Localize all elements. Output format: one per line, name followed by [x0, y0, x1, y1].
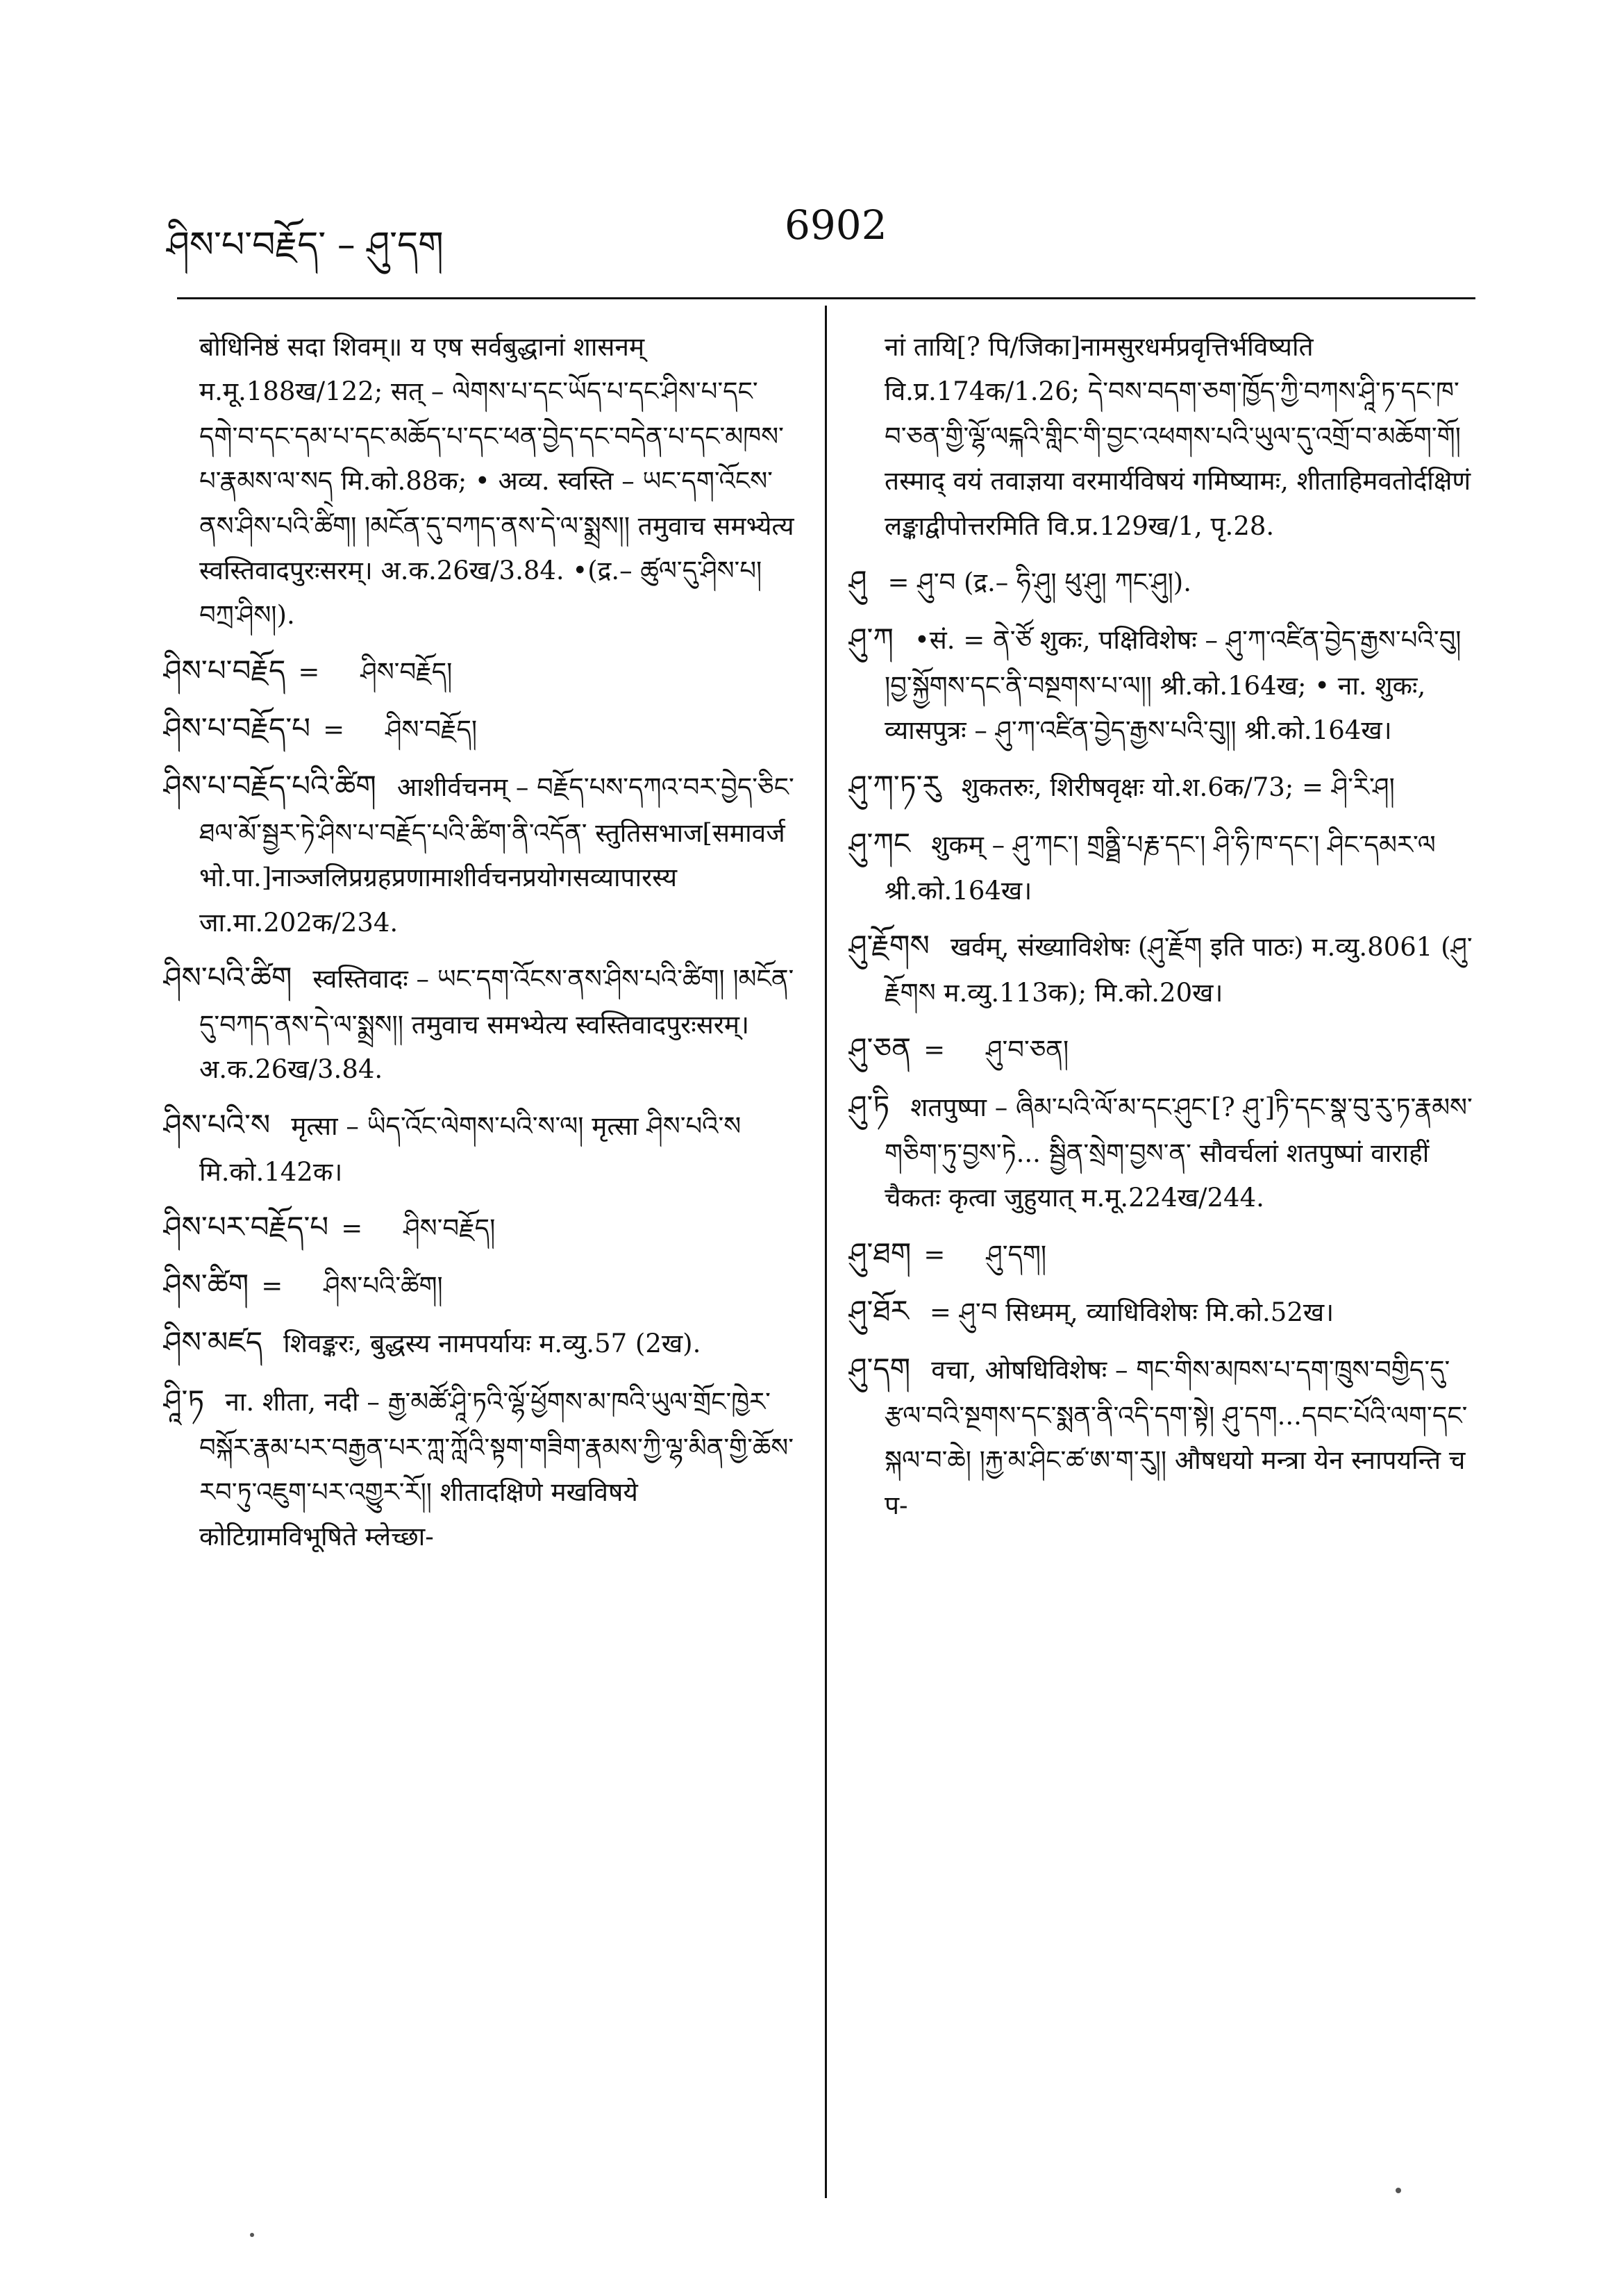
scan-speck: [250, 2233, 254, 2237]
equals-sign: =: [323, 714, 345, 745]
reference-target: ཤིས་བརྗོད།: [360, 656, 453, 687]
page-number: 6902: [785, 201, 887, 249]
entry-continuation: [163, 325, 795, 638]
entry-text: ना. शीता, नदी – རྒྱ་མཚོ་ཤཱི་ཏའི་ལྷོ་ཕྱོགས་མ་ཁའི་ཡུལ་གྲོང་ཁྱེར་བསྐོར་རྣམ་པར་བརྒྱན་པར་ཀླ་ཀློའི་སྟག་གཟིག་རྣམས་ཀྱི་ལྷ་མིན་གྱི་ཆོས་རབ་ཏུ་འཇུག་པར་འགྱུར་རོ།། शीतादक्षिणे मखविषये कोटिग्रामविभूषिते म्लेच्छा-: [199, 1386, 794, 1552]
entry-text: = ཤུ་བ (द्र.– ཧི་ཤུ། ཕུ་ཤུ། ཀང་ཤུ།).: [887, 567, 1192, 597]
reference-target: ཤུ་དག།: [986, 1239, 1047, 1270]
headword: ཤུ་ཅན: [848, 1031, 912, 1065]
dictionary-entry: [848, 556, 1473, 606]
entry-continuation: [848, 325, 1473, 549]
cross-reference-entry: [163, 703, 795, 754]
equals-sign: =: [923, 1034, 946, 1065]
cross-reference-entry: [163, 645, 795, 696]
equals-sign: =: [298, 656, 320, 687]
entry-text: बोधिनिष्ठं सदा शिवम्॥ य एष सर्वबुद्धानां शासनम् म.मू.188ख/122; सत् – ལེགས་པ་དང་ཡོད་པ་དང་ཤིས་པ་དང་དགེ་བ་དང་དམ་པ་དང་མཆོད་པ་དང་ཕན་བྱེད་དང་བདེན་པ་དང་མཁས་པ་རྣམས་ལ་སད྄ मि.को.88क; • अव्य. स्वस्ति – ཡང་དག་འོངས་ནས་ཤིས་པའི་ཚིག། །མངོན་དུ་བཀད་ནས་དེ་ལ་སྨྲས།། तमुवाच समभ्येत्य स्वस्तिवादपुरःसरम्। अ.क.26ख/3.84. •(द्र.– ཚུལ་དུ་ཤིས་པ། བཀྲ་ཤིས།).: [199, 332, 794, 631]
cross-reference-entry: [848, 1023, 1473, 1074]
equals-sign: =: [261, 1271, 283, 1301]
headword: ཤིས་ཚིག: [163, 1267, 249, 1302]
dictionary-entry: [848, 1286, 1473, 1336]
entry-text: नां तायि[? पि/जिका]नामसुरधर्मप्रवृत्तिर्भविष्यति वि.प्र.174क/1.26; དེ་བས་བདག་ཅག་ཁྱོད་ཀྱི་བཀས་ཤཱི་ཏ་དང་ཁ་བ་ཅན་གྱི་ལྷོ་ལངྐའི་གླིང་གི་བྱང་འཕགས་པའི་ཡུལ་དུ་འགྲོ་བ་མཆོག་གོ། तस्माद् वयं तवाज्ञया वरमार्यविषयं गमिष्यामः, शीताहिमवतोर्दक्षिणं लङ्काद्वीपोत्तरमिति वि.प्र.129ख/1, पृ.28.: [885, 332, 1471, 541]
dictionary-entry: [163, 1375, 795, 1560]
headword: ཤིས་པ་བརྗོད: [163, 653, 286, 688]
equals-sign: =: [341, 1213, 363, 1244]
entry-text: वचा, ओषधिविशेषः – གང་གིས་མཁས་པ་དག་ཁྲུས་བགྱིད་དུ་རྩལ་བའི་སྔགས་དང་སྨན་ནི་འདི་དག་སྟེ། ཤུ་དག...དབང་པོའི་ལག་དང་སྐལ་བ་ཆེ། །རྐྱ་མ་ཤིང་ཚ་ཨ་ག་རུ།། औषधयो मन्त्रा येन स्नापयन्ति च प-: [885, 1354, 1468, 1520]
headword: ཤུ: [848, 563, 867, 598]
headword: ཤིས་པ་བརྗོད་པ: [163, 710, 311, 745]
reference-target: ཤིས་བརྗོད།: [403, 1213, 496, 1244]
headword: ཤུ་ཐོར: [848, 1293, 909, 1328]
scan-speck: [1396, 2188, 1401, 2193]
headword: ཤཱི་ཏ: [163, 1383, 205, 1417]
headword: ཤུ་ཏི: [848, 1088, 890, 1123]
entry-text: शुकतरुः, शिरीषवृक्षः यो.श.6क/73; = ཤི་རི་ཤ།: [961, 772, 1395, 802]
headword: ཤིས་མཛད: [163, 1325, 263, 1360]
dictionary-entry: [848, 1343, 1473, 1528]
entry-text: शतपुष्पा – ཞིམ་པའི་ལོ་མ་དང་ཤུང་[? ཤུ་]ཏི་དང་སྣ་བུ་རུ་ཏ་རྣམས་གཅིག་ཏུ་བྱས་ཏེ... སྦྱིན་སྲེག་བྱས་ན་ सौवर्चलां शतपुष्पां वाराहीं चैकतः कृत्वा जुहुयात् म.मू.224ख/244.: [885, 1092, 1473, 1213]
headword: ཤུ་དག: [848, 1351, 911, 1386]
headword: ཤུ་ཀ: [848, 621, 894, 656]
running-head: ཤིས་པ་བརྗོད་ – ཤུ་དག: [167, 224, 444, 266]
left-column: [163, 325, 795, 2214]
column-divider: [825, 306, 827, 2198]
headword: ཤིས་པ་བརྗོད་པའི་ཚིག: [163, 768, 376, 803]
entry-text: शुकम् – ཤུ་ཀང་། གྲནྠི་པརྞ་དང་། ཤི་ཧི་ཁ་དང་། ཤིང་དམར་ལ श्री.को.164ख।: [885, 829, 1436, 906]
cross-reference-entry: [163, 1259, 795, 1310]
dictionary-entry: [848, 613, 1473, 754]
reference-target: ཤུ་བ་ཅན།: [986, 1034, 1069, 1065]
dictionary-entry: [848, 760, 1473, 811]
header-rule: [177, 297, 1475, 299]
cross-reference-entry: [163, 1201, 795, 1252]
equals-sign: =: [923, 1239, 946, 1270]
cross-reference-entry: [848, 1228, 1473, 1279]
reference-target: ཤིས་པའི་ཚིག།: [324, 1271, 443, 1301]
headword: ཤུ་ཀང: [848, 826, 911, 860]
dictionary-entry: [163, 1099, 795, 1195]
headword: ཤིས་པའི་ཚིག: [163, 960, 292, 995]
entry-text: = ཤུ་བ सिध्मम्, व्याधिविशेषः मि.को.52ख।: [929, 1297, 1334, 1327]
dictionary-entry: [163, 952, 795, 1092]
reference-target: ཤིས་བརྗོད།: [385, 714, 478, 745]
dictionary-entry: [848, 1081, 1473, 1221]
headword: ཤུ་ཀ་ཏ་རུ: [848, 768, 941, 803]
entry-text: •सं. = ནེ་ཙོ शुकः, पक्षिविशेषः – ཤུ་ཀ་འཛིན་བྱེད་རྒྱས་པའི་བུ། །བྱ་སྐྱོགས་དང་ནི་བསྔགས་པ་ལ།། श्री.को.164ख; • ना. शुकः, व्यासपुत्रः – ཤུ་ཀ་འཛིན་བྱེད་རྒྱས་པའི་བུ།། श्री.को.164ख।: [885, 624, 1462, 746]
entry-text: मृत्सा – ཡིད་འོང་ལེགས་པའི་ས་ལ། मृत्सा ཤིས་པའི་ས मि.को.142क।: [199, 1111, 742, 1187]
page-header: [0, 0, 1624, 306]
dictionary-entry: [848, 920, 1473, 1015]
dictionary-entry: [163, 760, 795, 945]
entry-text: स्वस्तिवादः – ཡང་དག་འོངས་ནས་ཤིས་པའི་ཚིག། །མངོན་དུ་བཀད་ནས་དེ་ལ་སྨྲས།། तमुवाच समभ्येत्य स्वस्तिवादपुरःसरम्। अ.क.26ख/3.84.: [199, 963, 794, 1085]
headword: ཤུ་རྗོགས: [848, 929, 930, 963]
headword: ཤིས་པའི་ས: [163, 1107, 271, 1142]
entry-text: शिवङ्करः, बुद्धस्य नामपर्यायः म.व्यु.57 (2ख).: [283, 1329, 701, 1359]
entry-text: खर्वम्, संख्याविशेषः (ཤུ་རྗོག इति पाठः) म.व्यु.8061 (ཤུ་རྗོགས म.व्यु.113क); मि.को.20ख।: [885, 932, 1473, 1008]
headword: ཤིས་པར་བརྗོད་པ: [163, 1210, 329, 1245]
right-column: [848, 325, 1473, 2214]
entry-text: आशीर्वचनम् – བརྗོད་པས་དཀའ་བར་བྱེད་ཅིང་ཐལ་མོ་སྦྱར་ཏེ་ཤིས་པ་བརྗོད་པའི་ཚིག་ནི་འདོན་ स्तुतिसभाज[समावर्ज भो.पा.]नाञ्जलिप्रग्रहप्रणामाशीर्वचनप्रयोगसव्यापारस्य जा.मा.202क/234.: [199, 772, 794, 938]
headword: ཤུ་ཐག: [848, 1236, 912, 1270]
dictionary-entry: [163, 1317, 795, 1367]
dictionary-entry: [848, 818, 1473, 913]
